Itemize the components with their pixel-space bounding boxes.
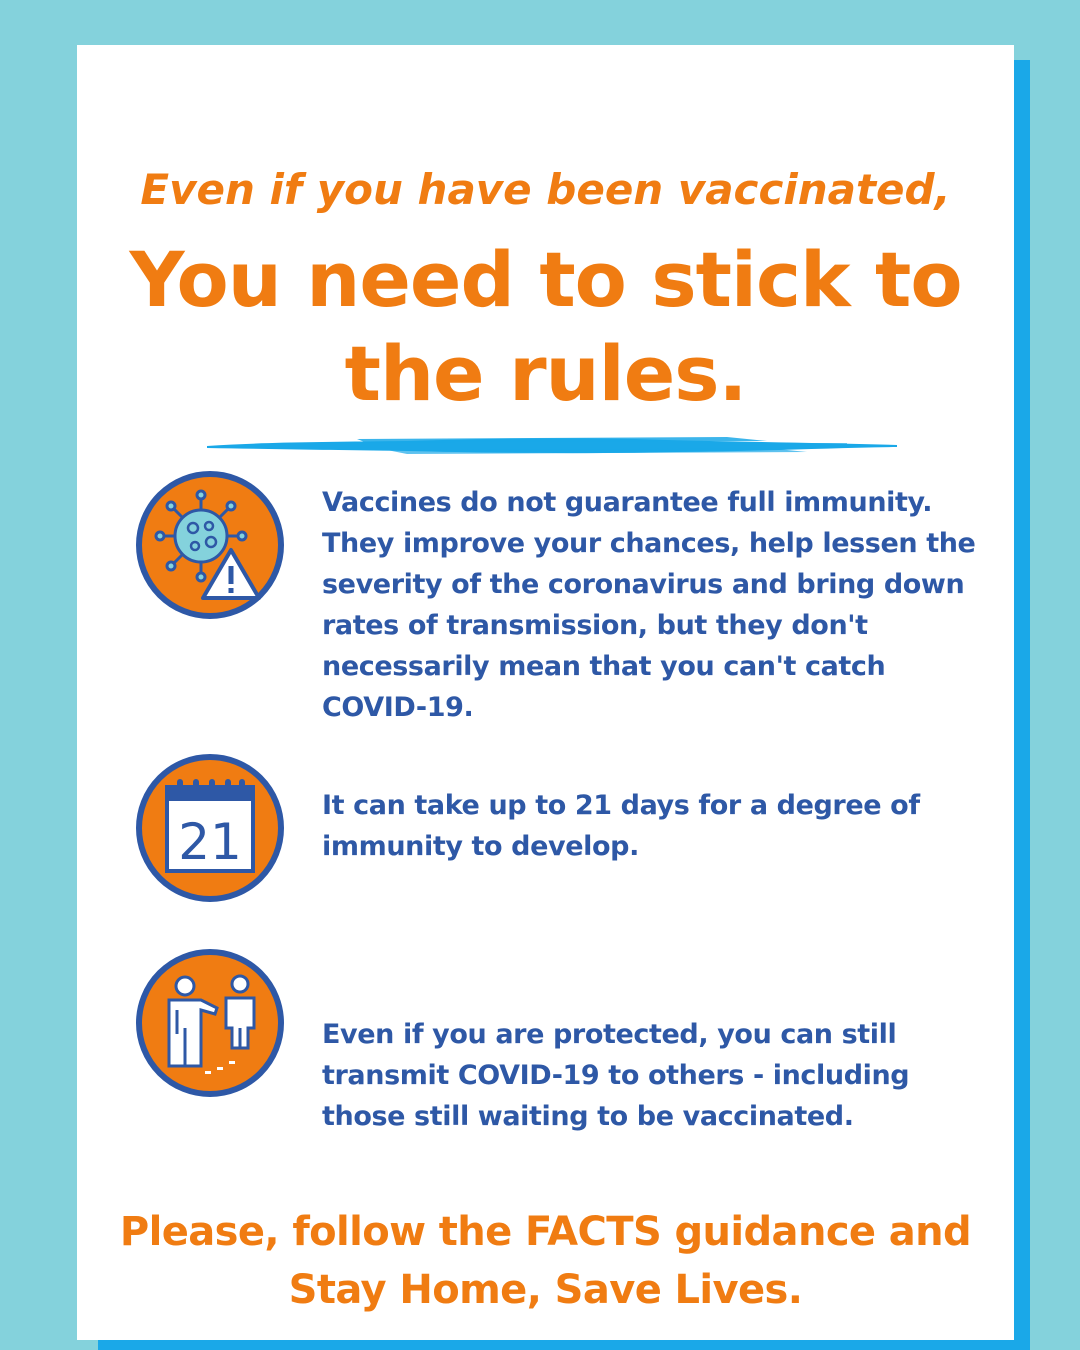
item-text: Even if you are protected, you can still transmit COVID-19 to others - including those still waiting to be vaccinated. bbox=[322, 1019, 910, 1132]
item-text: It can take up to 21 days for a degree of immunity to develop. bbox=[322, 790, 920, 862]
closing-message: Please, follow the FACTS guidance and Stay Home, Save Lives. bbox=[119, 1209, 972, 1313]
people-transmission-icon bbox=[135, 948, 285, 1098]
brush-stroke-divider bbox=[207, 433, 897, 459]
calendar-number: 21 bbox=[178, 813, 242, 871]
headline: You need to stick to the rules. bbox=[129, 235, 962, 418]
item-text: Vaccines do not guarantee full immunity. They improve your chances, help lessen the severity of the coronavirus and bring down rates of transmission, but they don't necessarily mean that you can't catch COVID-19. bbox=[322, 487, 976, 723]
kicker-text: Even if you have been vaccinated, bbox=[140, 165, 951, 214]
virus-warning-icon bbox=[135, 470, 285, 620]
calendar-icon bbox=[135, 753, 285, 903]
poster-card bbox=[77, 45, 1014, 1340]
